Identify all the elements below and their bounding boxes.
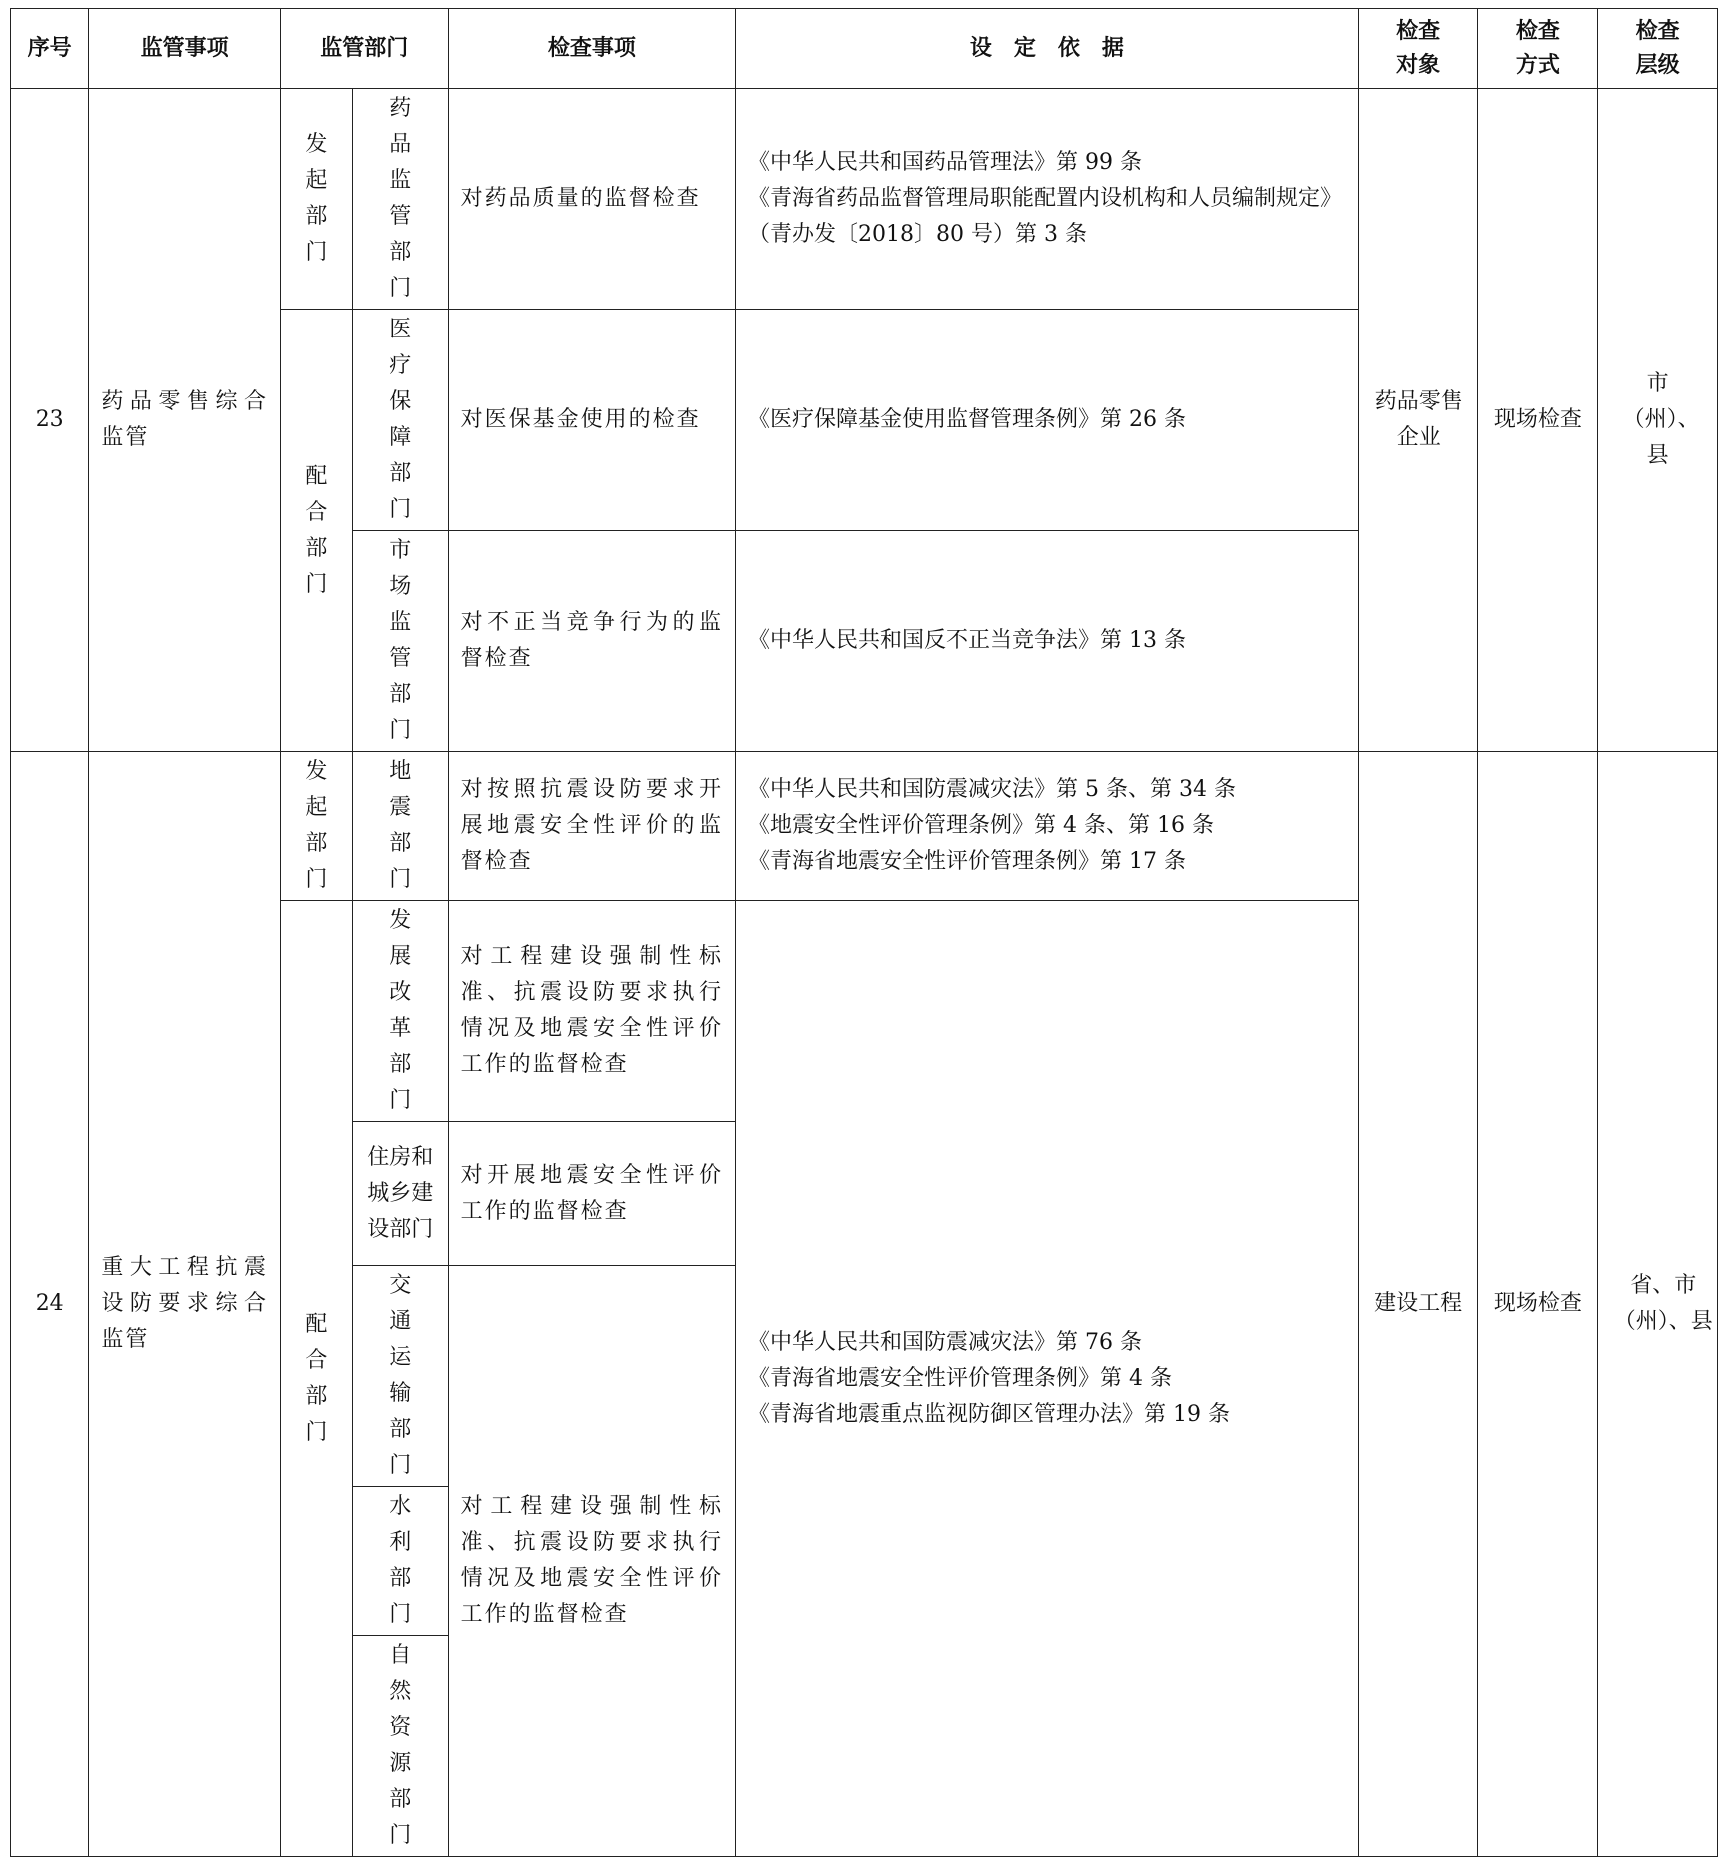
check-level: 市（州）、县	[1598, 89, 1718, 752]
basis-line: 《中华人民共和国防震减灾法》第 5 条、第 34 条	[748, 777, 1236, 802]
check-item: 对工程建设强制性标准、抗震设防要求执行情况及地震安全性评价工作的监督检查	[448, 901, 735, 1122]
basis-line: 《中华人民共和国药品管理法》第 99 条	[748, 150, 1142, 175]
basis-line: 《青海省地震重点监视防御区管理办法》第 19 条	[748, 1401, 1230, 1427]
dept-name: 水利部门	[352, 1487, 448, 1636]
basis-cell	[736, 901, 1359, 1857]
check-method: 现场检查	[1478, 89, 1598, 752]
row-seq: 23	[11, 89, 89, 752]
basis-cell	[736, 752, 1359, 901]
check-item: 对药品质量的监督检查	[448, 89, 735, 310]
check-item: 对不正当竞争行为的监督检查	[448, 531, 735, 752]
header-target: 检查对象	[1358, 9, 1478, 89]
header-level: 检查层级	[1598, 9, 1718, 89]
header-check-item: 检查事项	[448, 9, 735, 89]
row-item: 重大工程抗震设防要求综合监管	[89, 752, 281, 1857]
supervision-table	[10, 8, 1718, 1857]
header-method: 检查方式	[1478, 9, 1598, 89]
dept-role: 发起部门	[280, 752, 352, 901]
check-target: 建设工程	[1358, 752, 1478, 1857]
basis-cell	[736, 89, 1359, 310]
header-item: 监管事项	[89, 9, 281, 89]
dept-name: 地震部门	[352, 752, 448, 901]
basis-cell	[736, 531, 1359, 752]
basis-line: 《青海省地震安全性评价管理条例》第 4 条	[748, 1365, 1173, 1391]
basis-line: 《青海省药品监督管理局职能配置内设机构和人员编制规定》（青办发〔2018〕80 号）第 3 条	[748, 186, 1343, 247]
dept-name: 住房和城乡建设部门	[352, 1122, 448, 1266]
dept-role: 发起部门	[280, 89, 352, 310]
basis-line: 《中华人民共和国反不正当竞争法》第 13 条	[748, 628, 1186, 653]
dept-name: 医疗保障部门	[352, 310, 448, 531]
basis-cell	[736, 310, 1359, 531]
header-dept: 监管部门	[280, 9, 448, 89]
check-item: 对按照抗震设防要求开展地震安全性评价的监督检查	[448, 752, 735, 901]
basis-line: 《中华人民共和国防震减灾法》第 76 条	[748, 1329, 1142, 1355]
header-seq: 序号	[11, 9, 89, 89]
dept-name: 交通运输部门	[352, 1266, 448, 1487]
dept-name: 发展改革部门	[352, 901, 448, 1122]
dept-name: 自然资源部门	[352, 1636, 448, 1857]
header-basis: 设 定 依 据	[736, 9, 1359, 89]
dept-role: 配合部门	[280, 310, 352, 752]
check-target: 药品零售企业	[1358, 89, 1478, 752]
basis-line: 《青海省地震安全性评价管理条例》第 17 条	[748, 849, 1186, 874]
check-method: 现场检查	[1478, 752, 1598, 1857]
check-level: 省、市（州）、县	[1598, 752, 1718, 1857]
table-row	[11, 752, 1718, 901]
table-row	[11, 89, 1718, 310]
basis-line: 《医疗保障基金使用监督管理条例》第 26 条	[748, 407, 1186, 432]
header-row	[11, 9, 1718, 89]
dept-name: 市场监管部门	[352, 531, 448, 752]
dept-role: 配合部门	[280, 901, 352, 1857]
row-item: 药品零售综合监管	[89, 89, 281, 752]
check-item: 对医保基金使用的检查	[448, 310, 735, 531]
check-item: 对开展地震安全性评价工作的监督检查	[448, 1122, 735, 1266]
check-item: 对工程建设强制性标准、抗震设防要求执行情况及地震安全性评价工作的监督检查	[448, 1266, 735, 1857]
dept-name: 药品监管部门	[352, 89, 448, 310]
row-seq: 24	[11, 752, 89, 1857]
basis-line: 《地震安全性评价管理条例》第 4 条、第 16 条	[748, 813, 1214, 838]
